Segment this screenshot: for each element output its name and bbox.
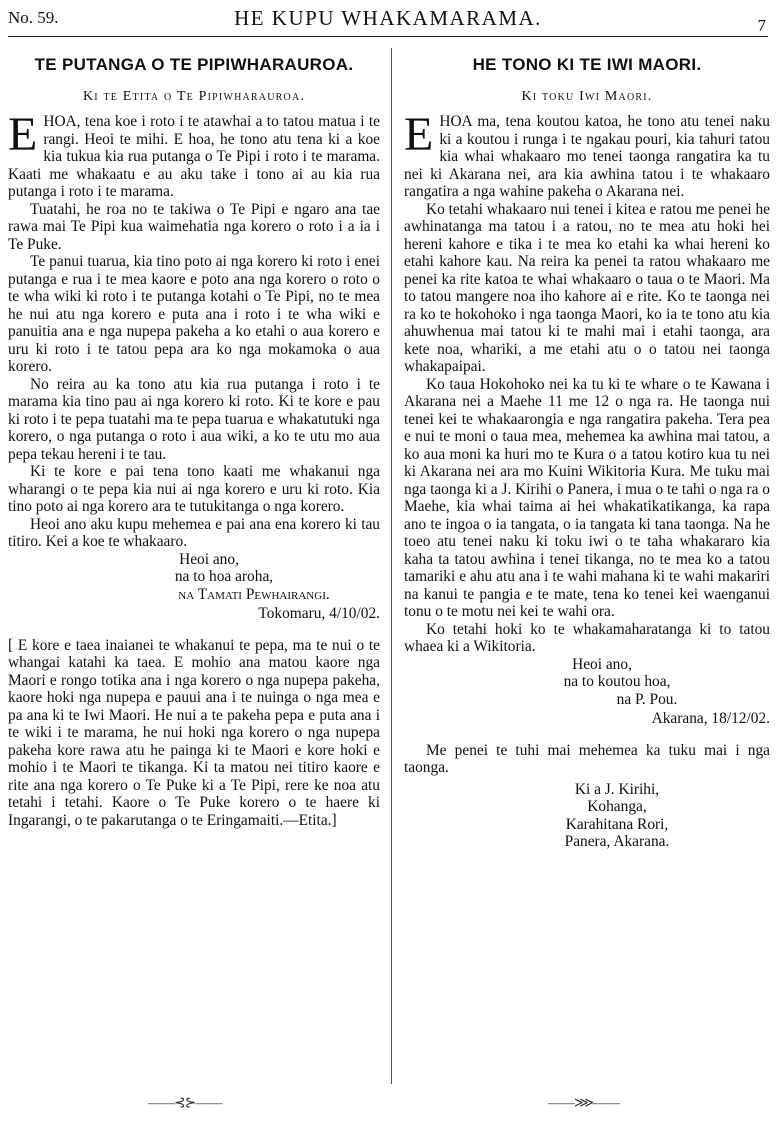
left-paragraph-4: No reira au ka tono atu kia rua putanga i roto i te marama kia tino pau ai nga korero ki roto. Ki te kore e pau ki roto i te pepa tuatahi ma te pepa tuarua e whakatutuki nga korero, o nga putanga o roto i aua wiki, a ko te utu mo aua pepa tekau hereni i te tau. (8, 375, 380, 463)
page-header (8, 6, 768, 36)
page-number: 7 (757, 16, 766, 35)
right-paragraph-2: Ko tetahi whakaaro nui tenei i kitea e ratou me penei he awhinatanga ma tatou i a ratou, no te mea atu hoki hei hereni kahore e tika i te mea ko etahi ka whai hereni ko etahi kahore kau. Na reira ka penei ta ratou whakaaro me penei ka rite katoa te whai whakaaro o taua o te Maori. Ma to tatou mangere noa iho kahore ai e rite. Ko te taonga nei ra ko te hokohoko i nga taonga Maori, ko ia te tono atu kia ahuwhenua mai tatou ki te mahi mai i etahi taonga, ara kete noa, whariki, a me etahi atu o o tatou nei taonga whakapaipai. (404, 200, 771, 375)
address-line-1: Ki a J. Kirihi, (574, 780, 660, 798)
header-rule (8, 36, 768, 37)
left-column (8, 50, 380, 829)
left-signature: na Tamati Pewhairangi. (178, 585, 330, 603)
right-heading: HE TONO KI TE IWI MAORI. (472, 55, 702, 74)
right-signature: na P. Pou. (616, 690, 678, 708)
right-paragraph-1: EHOA ma, tena koutou katoa, he tono atu tenei naku ki a koutou i runga i te ngakau pouri, kia tahuri tatou kia whai whakaaro mo tenei taonga rangatira ka tu nei ki Akarana nei, ara kia awhina tatou i te whakaaro rangatira a nga wahine pakeha o Akarana nei. (404, 108, 770, 200)
ornament-right: ——⋙—— (548, 1096, 619, 1111)
right-paragraph-3: Ko taua Hokohoko nei ka tu ki te whare o te Kawana i Akarana nei a Maehe 11 me 12 o nga ra. He taonga nui tenei kei te whakaarongia e nga rangatira pakeha. Tera pea e nui te moni o taua mea, mehemea ka awhina mai tatou, a ko aua moni ka huri mo te Kura o a tatou kotiro kua tu nei ki Akarana nei ara mo Kuini Wikitoria Kura. Me tuku mai nga taonga ki a J. Kirihi o Panera, i mua o te tahi o nga ra o Maehe, kia whai taima ai hei whakatikatikanga, ka rapa ano te ingoa o ia tangata, o ia tangata ki tana taonga. Na he toeo atu tenei naku ki toku iwi o te taha whakararo kia kaha ta tatou awhina i tenei tikanga, no te mea ko a tatou tamariki e ahu atu ana i te wahi mahana ki te wahi makariri na kanui te pangia e te mate, tena ko tenei kei waenganui tonu o te motu nei kei te wahi ora. (404, 375, 770, 620)
left-subheading: Ki te Etita o Te Pipiwharauroa. (82, 88, 306, 104)
left-paragraph-2: Tuatahi, he roa no te takiwa o Te Pipi e ngaro ana tae rawa mai Te Pipi kua waimehatia nga korero o roto i a ia i Te Puke. (8, 200, 380, 253)
left-date: Tokomaru, 4/10/02. (258, 605, 380, 622)
issue-number: No. 59. (8, 8, 59, 27)
right-paragraph-4: Ko tetahi hoki ko te whakamaharatanga ki to tatou whaea ki a Wikitoria. (404, 620, 770, 655)
left-paragraph-1: EHOA, tena koe i roto i te atawhai a to tatou matua i te rangi. Heoi te mihi. E hoa, he tono atu tena ki a koe kia tukua kia rua putanga o Te Pipi i roto i te marama. Kaati me whakaatu e au aku take i tono ai au kia rua putanga i roto i te marama. (8, 108, 380, 200)
left-paragraph-3: Te panui tuarua, kia tino poto ai nga korero ki roto i enei putanga e rua i te mea kaore e poto ana nga korero o roto o te wha wiki ki roto i te putanga kotahi o Te Pipi, no te mea he nui atu nga korero e puta ana i roto i te wha wiki e panuitia ana e nga nupepa pakeha a ko etahi o aua korero e uru ki roto i te tatou pepa ara ko nga mokamoka o aua korero. (8, 253, 380, 375)
column-divider (391, 48, 392, 1084)
left-paragraph-5: Ki te kore e pai tena tono kaati me whakanui nga wharangi o te pepa kia nui ai nga korero e uru ki roto. Kia tino poto ai nga korero ara te tutukitanga o nga korero. (8, 463, 380, 515)
dropcap: E (404, 108, 434, 161)
right-date: Akarana, 18/12/02. (651, 710, 770, 727)
right-signoff-2: na to koutou hoa, (563, 673, 671, 690)
left-paragraph-6: Heoi ano aku kupu mehemea e pai ana ena korero ki tau titiro. Kei a koe te whakaaro. (8, 515, 380, 550)
address-line-4: Panera, Akarana. (564, 833, 670, 850)
page-title: HE KUPU WHAKAMARAMA. (234, 6, 542, 30)
right-column (404, 50, 770, 851)
address-line-3: Karahitana Rori, (565, 815, 669, 833)
left-signoff-2: na to hoa aroha, (174, 568, 274, 585)
address-line-2: Kohanga, (587, 798, 647, 815)
left-heading: TE PUTANGA O TE PIPIWHARAUROA. (34, 55, 354, 74)
right-signoff-1: Heoi ano, (572, 655, 632, 673)
editor-note: [ E kore e taea inaianei te whakanui te pepa, ma te nui o te whangai katahi ka taea. E mohio ana matou kaore nga Maori e rongo totika ana i nga korero o nga nupepa pakeha, kaore hoki nga nupepa e pauui ana i te nuinga o nga mea e pa ana ki te Iwi Maori. He nui a te pakeha pepa e puta ana i te wiki i te marama, he nui hoki nga korero o nga nupepa pakeha kore rawa atu he painga ki te Maori e kore hoki e mohio i te Maori te tikanga. Ki ta matou nei titiro kaore e rite ana nga korero o Te Puke ki a Te Pipi, rere ke noa atu tetahi i tetahi. Kaore o Te Puke korero o te haere ki Ingarangi, o te pakarutanga o te Eringamaiti.—Etita.] (8, 636, 380, 829)
ornament-left: ——⊰⊱—— (148, 1096, 222, 1111)
dropcap: E (8, 108, 38, 161)
left-signoff-1: Heoi ano, (179, 550, 239, 568)
right-subheading: Ki toku Iwi Maori. (521, 88, 653, 104)
right-paragraph-5: Me penei te tuhi mai mehemea ka tuku mai i nga taonga. (404, 741, 770, 776)
